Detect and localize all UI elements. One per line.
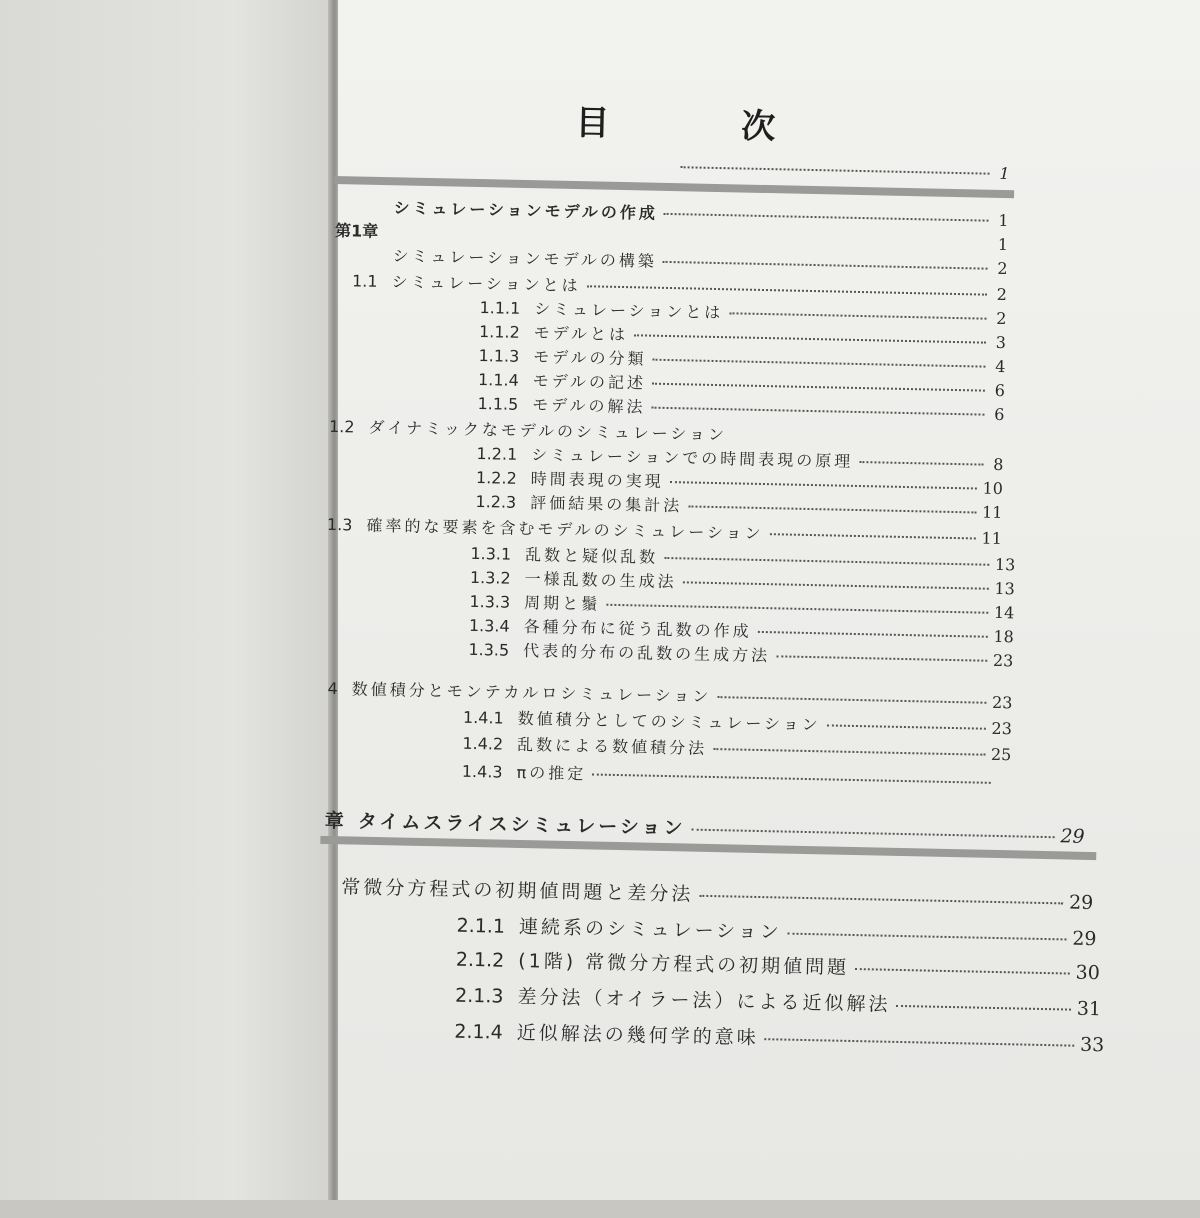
- toc-page-number: 2: [993, 285, 1007, 304]
- leader-dots: [896, 1005, 1070, 1011]
- toc-subsection-number: 1.1.1: [479, 298, 520, 318]
- toc-label: 代表的分布の乱数の生成方法: [523, 638, 770, 666]
- toc-section-number: 1.1: [352, 271, 378, 291]
- toc-content: [313, 0, 1200, 1218]
- toc-subsection-number: 1.4.1: [463, 708, 504, 728]
- toc-subsection-number: 1.3.5: [468, 640, 509, 660]
- toc-page-number: 10: [982, 479, 1003, 498]
- leader-dots: [699, 895, 1063, 905]
- toc-subsection-number: 1.1.5: [477, 394, 518, 414]
- toc-page-number: 6: [991, 381, 1005, 400]
- toc-subsection[interactable]: [455, 981, 1101, 1022]
- leader-dots: [788, 933, 1067, 941]
- toc-subsection-number: 1.3.1: [470, 544, 511, 564]
- leader-dots: [859, 461, 983, 466]
- toc-page-number: 6: [990, 405, 1004, 424]
- toc-subsection-number: 1.3.2: [470, 568, 511, 588]
- toc-subsection-number: 1.4.3: [462, 762, 503, 782]
- toc-label: シミュレーションでの時間表現の原理: [531, 442, 853, 472]
- leader-dots: [683, 581, 989, 589]
- toc-subsection-number: 1.1.3: [478, 346, 519, 366]
- toc-label: 近似解法の幾何学的意味: [517, 1018, 760, 1050]
- toc-page-number: 11: [982, 503, 1003, 522]
- toc-label: 連続系のシミュレーション: [519, 912, 782, 944]
- toc-page-number: 2: [992, 309, 1006, 328]
- toc-subsection[interactable]: [456, 945, 1100, 985]
- toc-page-number: 13: [995, 555, 1016, 574]
- toc-label: 数値積分とモンテカルロシミュレーション: [352, 676, 712, 707]
- toc-subsection-number: 2.1.2: [456, 949, 505, 972]
- toc-subsection[interactable]: [456, 911, 1096, 951]
- toc-page-number: 23: [992, 693, 1013, 712]
- toc-label: 時間表現の実現: [531, 466, 664, 492]
- leader-dots: [652, 359, 985, 368]
- leader-dots: [776, 655, 987, 661]
- toc-section-number: 1.3: [327, 515, 353, 535]
- toc-preface[interactable]: [674, 157, 1009, 183]
- toc-chapter-number: 章: [325, 806, 345, 833]
- toc-page-number: 1: [995, 164, 1009, 183]
- toc-page-number: 14: [994, 603, 1015, 622]
- toc-subsection-number: 1.2.3: [475, 492, 516, 512]
- leader-dots: [717, 696, 986, 704]
- toc-page-number: 18: [993, 627, 1014, 646]
- leader-dots: [664, 213, 989, 222]
- toc-section-2-1[interactable]: [341, 872, 1093, 915]
- toc-page-number: 30: [1075, 962, 1100, 985]
- leader-dots: [758, 631, 988, 638]
- toc-label: 乱数による数値積分法: [517, 732, 707, 759]
- toc-page-number: 29: [1069, 892, 1094, 915]
- left-page: [0, 0, 336, 1200]
- toc-page-number: 11: [981, 529, 1002, 548]
- leader-dots: [681, 166, 990, 174]
- toc-label: (1階) 常微分方程式の初期値問題: [518, 946, 849, 980]
- toc-label: シミュレーションモデルの作成: [393, 195, 658, 224]
- leader-dots: [827, 724, 986, 729]
- toc-label: モデルとは: [534, 320, 629, 345]
- page-title: 目 次: [575, 95, 836, 149]
- toc-label: 確率的な要素を含むモデルのシミュレーション: [366, 513, 764, 544]
- leader-dots: [664, 557, 989, 566]
- toc-page-number: 25: [991, 745, 1012, 764]
- leader-dots: [688, 505, 976, 513]
- leader-dots: [855, 968, 1069, 974]
- leader-dots: [651, 407, 984, 416]
- toc-subsection-number: 1.2.2: [476, 468, 517, 488]
- toc-subsection-number: 1.1.2: [479, 322, 520, 342]
- toc-page-number: 23: [991, 719, 1012, 738]
- toc-label: 常微分方程式の初期値問題と差分法: [341, 872, 694, 906]
- toc-page-number: 29: [1072, 928, 1097, 951]
- toc-section-number: 1.2: [329, 417, 355, 437]
- leader-dots: [713, 748, 985, 756]
- toc-page-number: 29: [1060, 825, 1085, 848]
- toc-section-1-4[interactable]: [327, 676, 1012, 713]
- toc-subsection-number: 1.4.2: [462, 734, 503, 754]
- right-page: [338, 0, 1200, 1200]
- toc-page-number: 2: [993, 259, 1007, 278]
- toc-page-number: 4: [991, 357, 1005, 376]
- toc-page-number: 1: [994, 211, 1008, 230]
- toc-label: 数値積分としてのシミュレーション: [517, 706, 820, 735]
- toc-label: 乱数と疑似乱数: [525, 542, 658, 568]
- toc-page-number: 33: [1080, 1034, 1105, 1057]
- toc-label: ダイナミックなモデルのシミュレーション: [368, 415, 727, 446]
- toc-subsection-number: 2.1.3: [455, 985, 504, 1008]
- toc-label: 周期と鬚: [524, 590, 600, 615]
- leader-dots: [634, 334, 986, 343]
- toc-subsection-number: 2.1.4: [454, 1021, 503, 1044]
- leader-dots: [663, 261, 988, 270]
- toc-section-number: 4: [327, 679, 338, 698]
- toc-page-number: 13: [994, 579, 1015, 598]
- toc-label: シミュレーションモデルの構築: [392, 243, 657, 272]
- toc-label: モデルの解法: [532, 392, 646, 417]
- toc-page-number: 31: [1077, 998, 1102, 1021]
- toc-chapter-number: 第1章: [335, 218, 379, 242]
- leader-dots: [652, 383, 985, 392]
- toc-page-number: 8: [989, 455, 1003, 474]
- leader-dots: [765, 1038, 1074, 1046]
- leader-dots: [587, 285, 987, 295]
- toc-label: πの推定: [516, 760, 586, 784]
- toc-label: 評価結果の集計法: [530, 490, 682, 516]
- leader-dots: [691, 829, 1054, 839]
- leader-dots: [770, 533, 976, 539]
- toc-label: モデルの記述: [533, 368, 647, 393]
- toc-subsection-number: 1.3.3: [469, 592, 510, 612]
- leader-dots: [729, 312, 986, 319]
- toc-page-number: 23: [993, 651, 1014, 670]
- leader-dots: [670, 481, 977, 489]
- toc-subsection-number: 1.1.4: [478, 370, 519, 390]
- toc-label: シミュレーションとは: [534, 296, 723, 323]
- toc-subsection-number: 2.1.1: [456, 915, 505, 938]
- toc-subsection[interactable]: [462, 759, 1011, 793]
- toc-label: 各種分布に従う乱数の作成: [523, 614, 751, 642]
- leader-dots: [592, 773, 991, 783]
- toc-label: シミュレーションとは: [391, 269, 580, 296]
- leader-dots: [606, 604, 988, 614]
- toc-page-number: 3: [992, 333, 1006, 352]
- toc-subsection[interactable]: [454, 1017, 1104, 1058]
- toc-subsection-number: 1.2.1: [476, 444, 517, 464]
- toc-subsection-number: 1.3.4: [469, 616, 510, 636]
- toc-page-number: 1: [994, 235, 1008, 254]
- toc-label: タイムスライスシミュレーション: [358, 807, 686, 841]
- toc-label: 一様乱数の生成法: [524, 566, 676, 592]
- toc-label: モデルの分類: [533, 344, 647, 369]
- toc-label: 差分法（オイラー法）による近似解法: [517, 982, 891, 1017]
